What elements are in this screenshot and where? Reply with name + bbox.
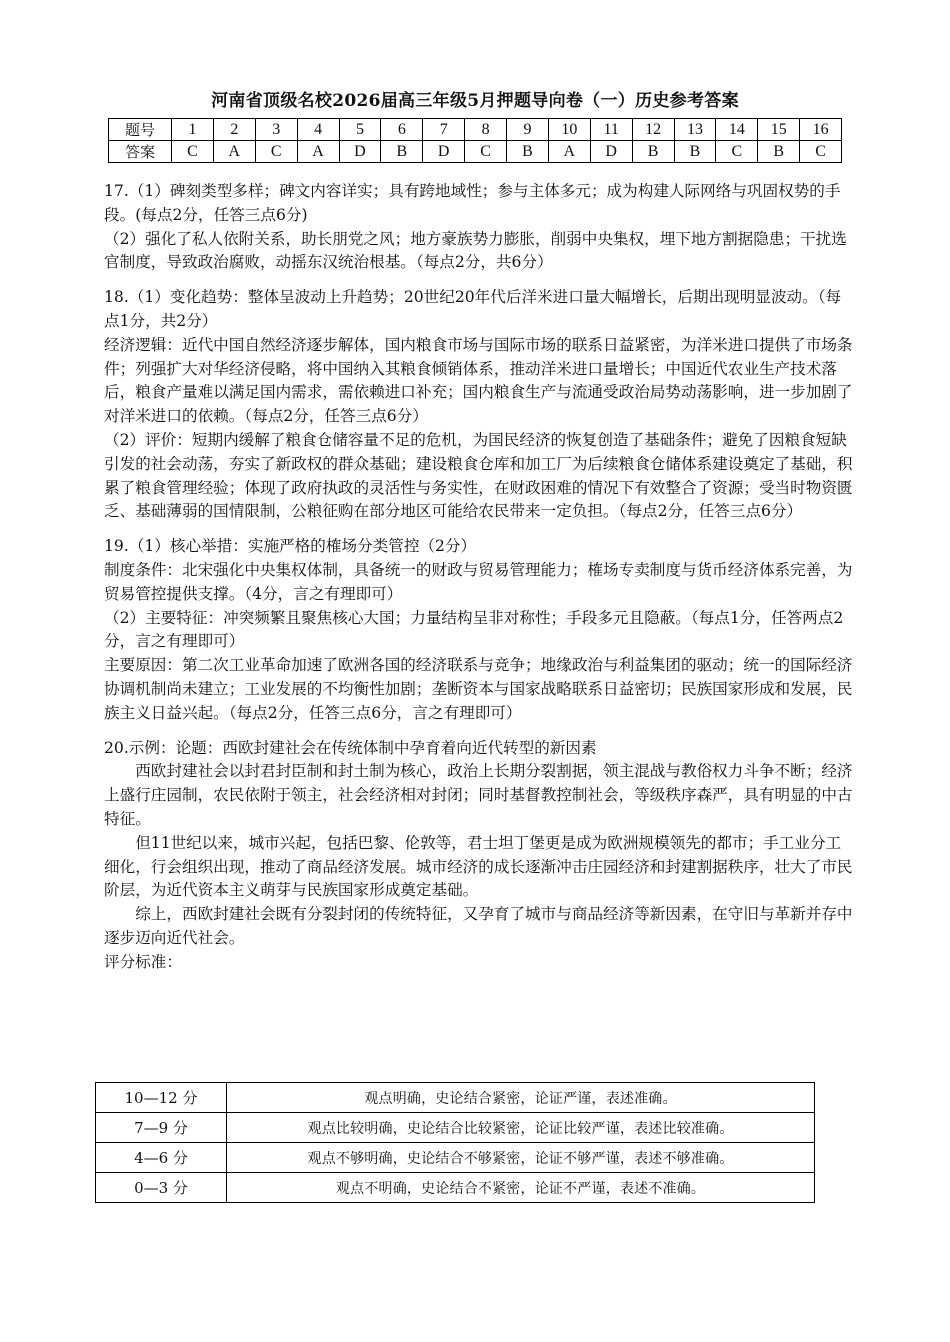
question-17-section: [104, 180, 856, 275]
q18-economic-logic: 经济逻辑：近代中国自然经济逐步解体，国内粮食市场与国际市场的联系日益紧密，为洋米进口提供了市场条件；列强扩大对华经济侵略，将中国纳入其粮食倾销体系，推动洋米进口量增长；中国近代农业生产技术落后，粮食产量难以满足国内需求，需依赖进口补充；国内粮食生产与流通受政治局势动荡影响，进一步加剧了对洋米进口的依赖。（每点2分，任答三点6分）: [104, 335, 853, 426]
question-number: 8: [465, 119, 507, 141]
answer-cell: B: [632, 141, 674, 163]
answer-cell: B: [381, 141, 423, 163]
question-number: 16: [800, 119, 842, 141]
rubric-description: 观点不够明确，史论结合不够紧密，论证不够严谨，表述不够准确。: [227, 1143, 815, 1173]
answer-cell: C: [172, 141, 214, 163]
q20-paragraph: 西欧封建社会以封君封臣制和封土制为核心，政治上长期分裂割据，领主混战与教俗权力斗争不断；经济上盛行庄园制，农民依附于领主，社会经济相对封闭；同时基督教控制社会，等级秩序森严，具有明显的中古特征。: [104, 762, 853, 828]
question-number: 11: [590, 119, 632, 141]
question-19-section: [104, 535, 856, 725]
question-number: 12: [632, 119, 674, 141]
answer-key-table: [108, 118, 842, 163]
question-number: 14: [716, 119, 758, 141]
rubric-description: 观点明确，史论结合紧密，论证严谨，表述准确。: [227, 1083, 815, 1113]
scoring-rubric-table: [95, 1082, 815, 1203]
q20-thesis: 20.示例：论题：西欧封建社会在传统体制中孕育着向近代转型的新因素: [104, 738, 597, 757]
question-number: 15: [758, 119, 800, 141]
answer-row: [109, 141, 842, 163]
rubric-row: [96, 1173, 815, 1203]
question-number: 6: [381, 119, 423, 141]
q19-main-reasons: 主要原因：第二次工业革命加速了欧洲各国的经济联系与竞争；地缘政治与利益集团的驱动；统一的国际经济协调机制尚未建立；工业发展的不均衡性加剧；垄断资本与国家战略联系日益密切；民族国家形成和发展，民族主义日益兴起。（每点2分，任答三点6分，言之有理即可）: [104, 656, 853, 722]
question-number: 7: [423, 119, 465, 141]
answer-cell: C: [716, 141, 758, 163]
answer-cell: C: [465, 141, 507, 163]
answer-cell: B: [674, 141, 716, 163]
q20-paragraph: 但11世纪以来，城市兴起，包括巴黎、伦敦等，君士坦丁堡更是成为欧洲规模领先的都市；手工业分工细化，行会组织出现，推动了商品经济发展。城市经济的成长逐渐冲击庄园经济和封建割据秩序，壮大了市民阶层，为近代资本主义萌芽与民族国家形成奠定基础。: [104, 833, 853, 900]
rubric-description: 观点不明确，史论结合不紧密，论证不严谨，表述不准确。: [227, 1173, 815, 1203]
answer-cell: D: [590, 141, 632, 163]
rubric-description: 观点比较明确，史论结合比较紧密，论证比较严谨，表述比较准确。: [227, 1113, 815, 1143]
answer-cell: D: [423, 141, 465, 163]
question-number: 3: [255, 119, 297, 141]
answer-cell: A: [548, 141, 590, 163]
answer-content: [104, 180, 856, 975]
rubric-row: [96, 1113, 815, 1143]
q19-part2: （2）主要特征：冲突频繁且聚焦核心大国；力量结构呈非对称性；手段多元且隐蔽。（每点1分，任答两点2分，言之有理即可）: [104, 608, 844, 651]
rubric-label: 评分标准：: [104, 952, 182, 971]
q18-part1: 18.（1）变化趋势：整体呈波动上升趋势；20世纪20年代后洋米进口量大幅增长，后期出现明显波动。（每点1分，共2分）: [104, 288, 842, 330]
row-label-numbers: 题号: [109, 119, 172, 141]
row-label-answers: 答案: [109, 141, 172, 163]
question-number: 13: [674, 119, 716, 141]
answer-cell: C: [800, 141, 842, 163]
q17-part1: 17.（1）碑刻类型多样；碑文内容详实；具有跨地域性；参与主体多元；成为构建人际网络与巩固权势的手段。(每点2分，任答三点6分): [104, 182, 841, 224]
answer-cell: B: [758, 141, 800, 163]
q19-part1: 19.（1）核心举措：实施严格的榷场分类管控（2分）: [104, 537, 477, 556]
answer-cell: C: [255, 141, 297, 163]
rubric-score: 4—6 分: [96, 1143, 227, 1173]
rubric-score: 0—3 分: [96, 1173, 227, 1203]
answer-cell: D: [339, 141, 381, 163]
question-20-section: [104, 737, 856, 975]
question-18-section: [104, 286, 856, 524]
q17-part2: （2）强化了私人依附关系，助长朋党之风；地方豪族势力膨胀，削弱中央集权，埋下地方割据隐患；干扰选官制度，导致政治腐败，动摇东汉统治根基。（每点2分，共6分）: [104, 229, 847, 272]
question-number: 5: [339, 119, 381, 141]
question-number: 4: [297, 119, 339, 141]
answer-cell: A: [297, 141, 339, 163]
question-number: 10: [548, 119, 590, 141]
q19-institutional-conditions: 制度条件：北宋强化中央集权体制，具备统一的财政与贸易管理能力；榷场专卖制度与货币经济体系完善，为贸易管控提供支撑。（4分，言之有理即可）: [104, 560, 853, 603]
question-number-row: [109, 119, 842, 141]
page-title: 河南省顶级名校2026届高三年级5月押题导向卷（一）历史参考答案: [211, 91, 739, 111]
q18-part2: （2）评价：短期内缓解了粮食仓储容量不足的危机，为国民经济的恢复创造了基础条件；避免了因粮食短缺引发的社会动荡，夯实了新政权的群众基础；建设粮食仓库和加工厂为后续粮食仓储体系建设奠定了基础，积累了粮食管理经验；体现了政府执政的灵活性与务实性，在财政困难的情况下有效整合了资源；受当时物资匮乏、基础薄弱的国情限制，公粮征购在部分地区可能给农民带来一定负担。（每点2分，任答三点6分）: [104, 430, 853, 521]
rubric-score: 10—12 分: [96, 1083, 227, 1113]
rubric-row: [96, 1143, 815, 1173]
answer-cell: A: [213, 141, 255, 163]
rubric-score: 7—9 分: [96, 1113, 227, 1143]
answer-cell: B: [507, 141, 549, 163]
question-number: 1: [172, 119, 214, 141]
question-number: 9: [507, 119, 549, 141]
question-number: 2: [213, 119, 255, 141]
q20-conclusion: 综上，西欧封建社会既有分裂封闭的传统特征，又孕育了城市与商品经济等新因素，在守旧与革新并存中逐步迈向近代社会。: [104, 905, 853, 947]
rubric-row: [96, 1083, 815, 1113]
